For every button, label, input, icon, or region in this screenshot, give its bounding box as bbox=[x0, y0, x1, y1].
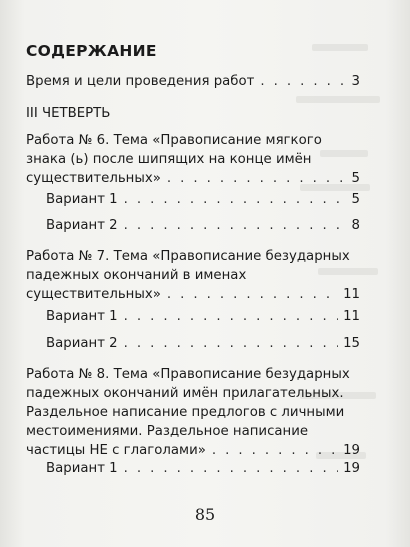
toc-entry-work-7[interactable] bbox=[26, 247, 360, 304]
toc-variant-work-6-1[interactable] bbox=[46, 190, 360, 209]
dot-leader bbox=[124, 190, 345, 209]
toc-entry-line: падежных окончаний в именах bbox=[26, 268, 247, 283]
toc-entry-line: Работа № 7. Тема «Правописание безударных bbox=[26, 249, 350, 264]
toc-entry-line: Раздельное написание предлогов с личными bbox=[26, 405, 345, 420]
toc-page-number: 11 bbox=[343, 287, 360, 302]
variant-label: Вариант 2 bbox=[46, 218, 118, 233]
toc-page-number: 11 bbox=[343, 309, 360, 324]
dot-leader bbox=[124, 459, 338, 478]
dot-leader bbox=[260, 72, 345, 91]
toc-entry-line: падежных окончаний имён прилагательных. bbox=[26, 386, 344, 401]
toc-variant-work-8-1[interactable] bbox=[46, 459, 360, 478]
dot-leader bbox=[124, 216, 345, 235]
quarter-heading: III ЧЕТВЕРТЬ bbox=[26, 106, 111, 121]
show-through-mark bbox=[312, 44, 368, 51]
variant-label: Вариант 1 bbox=[46, 461, 118, 476]
toc-entry-line: знака (ь) после шипящих на конце имён bbox=[26, 152, 312, 167]
dot-leader bbox=[124, 334, 338, 353]
page-number: 85 bbox=[194, 505, 216, 524]
toc-variant-work-7-1[interactable] bbox=[46, 307, 360, 326]
dot-leader bbox=[212, 441, 338, 460]
variant-label: Вариант 1 bbox=[46, 192, 118, 207]
toc-title: СОДЕРЖАНИЕ bbox=[26, 42, 157, 60]
toc-entry-line: существительных» bbox=[26, 171, 161, 186]
dot-leader bbox=[167, 169, 345, 188]
show-through-mark bbox=[296, 96, 380, 103]
toc-page-number: 5 bbox=[351, 192, 360, 207]
toc-page-number: 15 bbox=[343, 336, 360, 351]
toc-entry-line: частицы НЕ с глаголами» bbox=[26, 443, 206, 458]
variant-label: Вариант 1 bbox=[46, 309, 118, 324]
toc-page-number: 3 bbox=[351, 74, 360, 89]
toc-entry-line: существительных» bbox=[26, 287, 161, 302]
toc-entry-label: Время и цели проведения работ bbox=[26, 74, 255, 89]
toc-entry-work-6[interactable] bbox=[26, 131, 360, 188]
toc-page-number: 19 bbox=[343, 443, 360, 458]
toc-entry-line: Работа № 6. Тема «Правописание мягкого bbox=[26, 133, 322, 148]
toc-variant-work-7-2[interactable] bbox=[46, 334, 360, 353]
dot-leader bbox=[167, 285, 338, 304]
toc-entry-line: местоимениями. Раздельное написание bbox=[26, 424, 309, 439]
toc-page-number: 8 bbox=[351, 218, 360, 233]
toc-page-number: 5 bbox=[351, 171, 360, 186]
dot-leader bbox=[124, 307, 338, 326]
toc-entry-line: Работа № 8. Тема «Правописание безударных bbox=[26, 367, 350, 382]
toc-variant-work-6-2[interactable] bbox=[46, 216, 360, 235]
toc-entry-intro[interactable] bbox=[26, 72, 360, 91]
variant-label: Вариант 2 bbox=[46, 336, 118, 351]
toc-page-number: 19 bbox=[343, 461, 360, 476]
toc-entry-work-8[interactable] bbox=[26, 365, 360, 460]
